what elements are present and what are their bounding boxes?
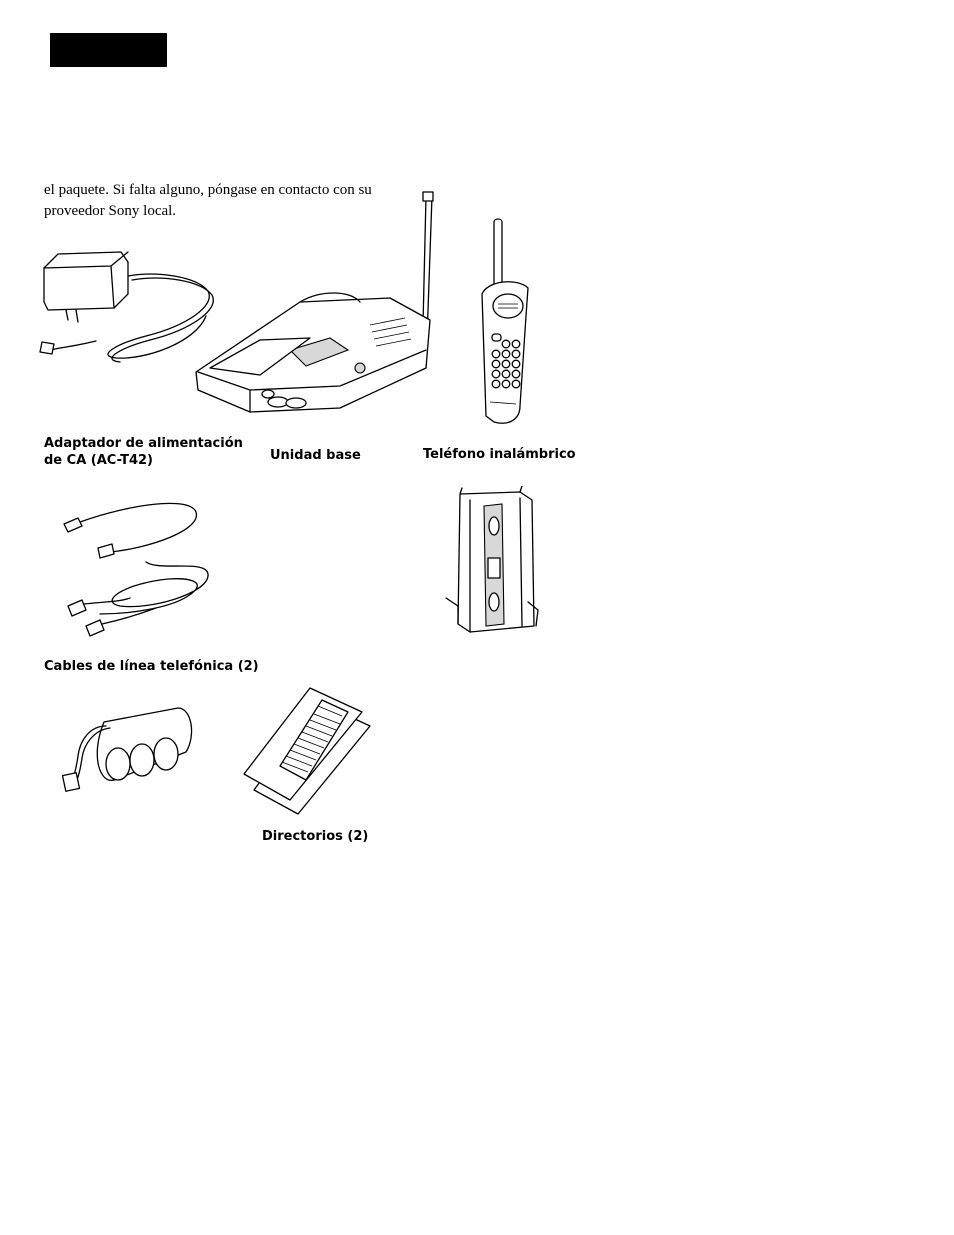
ac-adapter-label bbox=[44, 435, 243, 469]
ac-adapter-label-line-1: Adaptador de alimentación bbox=[44, 436, 243, 451]
cables-label: Cables de línea telefónica (2) bbox=[44, 659, 259, 674]
handset-label: Teléfono inalámbrico bbox=[423, 447, 576, 462]
intro-line-1: el paquete. Si falta alguno, póngase en contacto con su bbox=[44, 182, 372, 198]
section-header-tab bbox=[50, 33, 167, 67]
telephone-line-cables-illustration bbox=[60, 490, 220, 650]
base-unit-label: Unidad base bbox=[270, 448, 361, 463]
intro-line-2: proveedor Sony local. bbox=[44, 203, 177, 219]
cordless-handset-illustration bbox=[468, 216, 538, 431]
base-unit-illustration bbox=[190, 190, 440, 425]
ac-adapter-label-line-2: de CA (AC-T42) bbox=[44, 453, 154, 468]
battery-pack-illustration bbox=[60, 696, 200, 796]
wall-mount-bracket-illustration bbox=[440, 486, 540, 646]
directories-illustration bbox=[238, 682, 378, 822]
directories-label: Directorios (2) bbox=[262, 829, 369, 844]
